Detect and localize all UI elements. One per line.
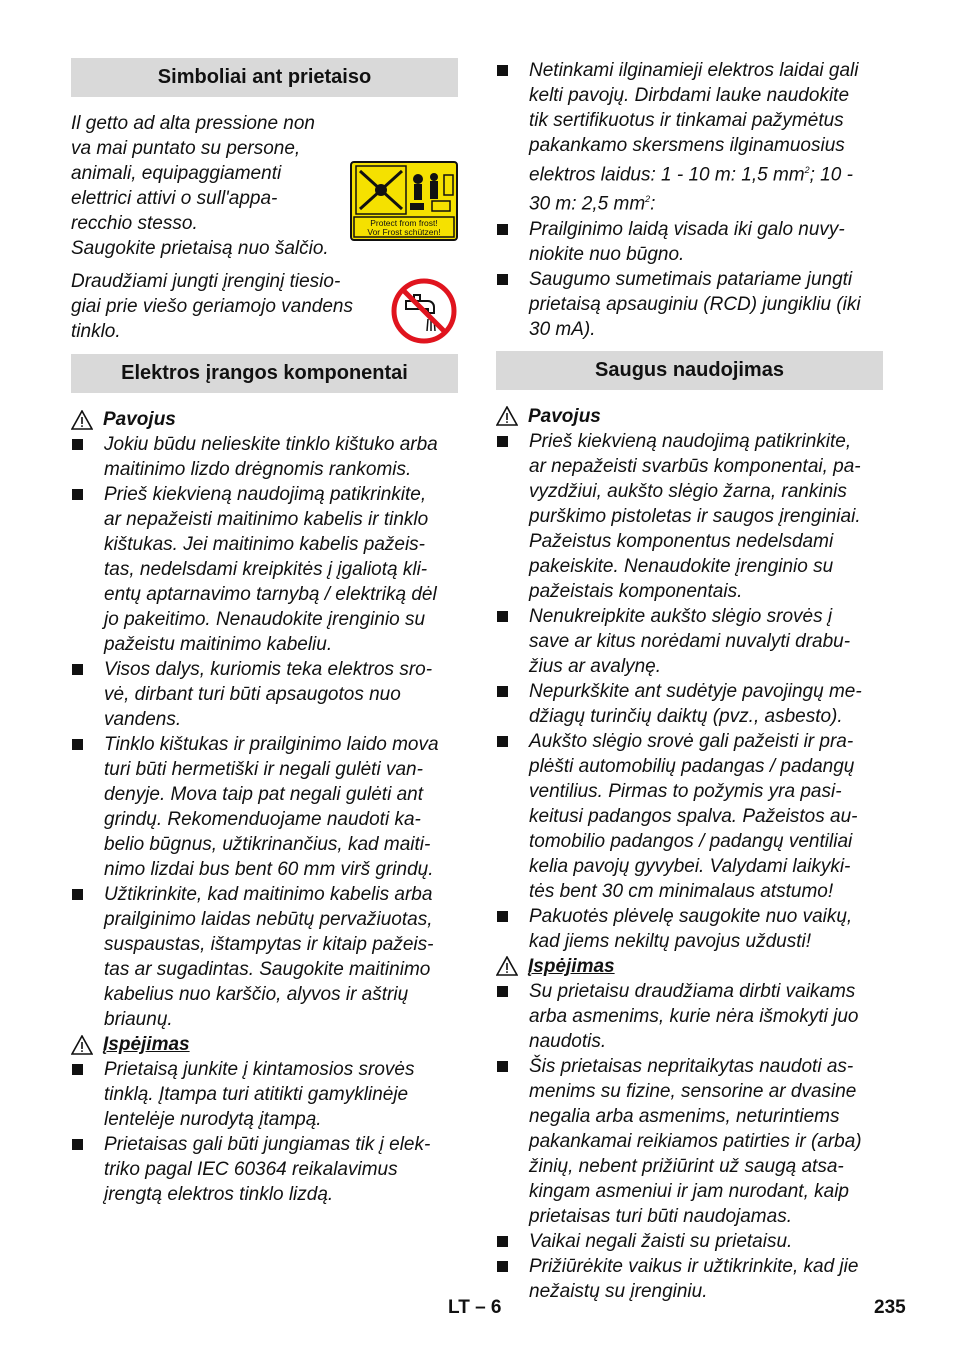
list-item [496, 1054, 883, 1229]
text-line: Jokiu būdu nelieskite tinklo kištuko arba [104, 434, 438, 455]
text-line: lentelėje nurodytą įtampą. [104, 1109, 322, 1130]
text-line: purškimo pistoletas ir saugos įrenginiai. [529, 505, 861, 527]
text-line: vė, dirbant turi būti apsaugotos nuo [104, 684, 401, 705]
text-line: tinklo. [71, 321, 121, 342]
list-item [496, 429, 883, 604]
warning-triangle-icon [71, 1035, 93, 1055]
list-item [71, 482, 458, 657]
warning-label: Įspėjimas [528, 955, 615, 977]
footer-section: LT – 6 [448, 1297, 502, 1318]
text-line: Tinklo kištukas ir prailginimo laido mova [104, 734, 439, 755]
section-title-electrical: Elektros įrangos komponentai [71, 354, 458, 393]
text-line: plėšti automobilių padangas / padangų [529, 755, 855, 777]
text-line: prietaisą apsauginiu (RCD) jungikliu (iki [529, 293, 861, 315]
danger-list [71, 432, 458, 1032]
warning-note [71, 1032, 458, 1057]
text-line: Nepurkškite ant sudėtyje pavojingų me- [529, 680, 862, 702]
text-line: tas, nedelsdami kreipkitės į įgaliotą kli- [104, 559, 428, 580]
list-item [496, 1229, 883, 1254]
left-column [71, 58, 458, 1207]
list-item [71, 657, 458, 732]
text-line: recchio stesso. [71, 213, 198, 234]
text-line: giai prie viešo geriamojo vandens [71, 296, 353, 317]
text-line: triko pagal IEC 60364 reikalavimus [104, 1159, 398, 1180]
list-item [496, 267, 883, 342]
text-line: prailginimo laidas nebūtų pervažiuotas, [104, 909, 433, 930]
text-line: džiagų turinčių daiktų (pvz., asbesto). [529, 705, 843, 727]
list-item [496, 679, 883, 729]
symbol-block-water [71, 269, 458, 344]
text-line: tas ar sugadintas. Saugokite maitinimo [104, 959, 431, 980]
text-line: kelti pavojų. Dirbdami lauke naudokite [529, 85, 850, 106]
text-line: pakeiskite. Nenaudokite įrenginio su [529, 555, 834, 577]
text-line: elettrici attivi o sull'appa- [71, 188, 278, 209]
text-line: Su prietaisu draudžiama dirbti vaikams [529, 980, 856, 1002]
text-line: žius ar avalynę. [529, 655, 662, 677]
warning-list [71, 1057, 458, 1207]
text-line: pakankamo skersmens ilginamuosius [529, 135, 845, 156]
text-line: keitusi padangos spalva. Pažeistos au- [529, 805, 858, 827]
text-line: kelia pavojų gyvybei. Valydami laikyki- [529, 855, 851, 877]
frost-label-de: Vor Frost schützen! [367, 227, 441, 237]
text-line: ar nepažeisti maitinimo kabelis ir tinklo [104, 509, 429, 530]
danger-note [496, 404, 883, 429]
list-item [496, 604, 883, 679]
text-line: Prietaisą junkite į kintamosios srovės [104, 1059, 415, 1080]
warning-list [496, 979, 883, 1304]
text-line: tomobilio padangos / padangų ventiliai [529, 830, 853, 852]
text-line: belio būgnus, užtikrinančius, kad maiti- [104, 834, 431, 855]
text-line: Prižiūrėkite vaikus ir užtikrinkite, kad jie [529, 1255, 859, 1277]
danger-label: Pavojus [103, 409, 176, 430]
text-line: Aukšto slėgio srovė gali pažeisti ir pra- [529, 730, 854, 752]
text-line: Prieš kiekvieną naudojimą patikrinkite, [104, 484, 427, 505]
text-line: menims su fizine, sensorine ar dvasine [529, 1080, 857, 1102]
text-line: kabelius nuo karščio, alyvos ir aštrių [104, 984, 409, 1005]
list-item [71, 882, 458, 1032]
list-item [496, 729, 883, 904]
section-title-safe-use: Saugus naudojimas [496, 351, 883, 390]
text-line: va mai puntato su persone, [71, 138, 301, 159]
text-line: ventilius. Pirmas to požymis yra pasi- [529, 780, 842, 802]
no-tap-water-icon [390, 277, 458, 345]
text-line: Vaikai negali žaisti su prietaisu. [529, 1230, 793, 1252]
text-line: naudotis. [529, 1030, 607, 1052]
text-line: Draudžiami jungti įrenginį tiesio- [71, 271, 341, 292]
text-line: Nenukreipkite aukšto slėgio srovės į [529, 605, 833, 627]
text-line: pakankamai reikiamos patirties ir (arba) [529, 1130, 862, 1152]
text-line: Prailginimo laidą visada iki galo nuvy- [529, 218, 845, 240]
text-line: turi būti hermetiški ir negali gulėti van- [104, 759, 423, 780]
list-item [496, 979, 883, 1054]
text-line: niokite nuo būgno. [529, 243, 685, 265]
text-line: arba asmenims, kurie nėra išmokyti juo [529, 1005, 859, 1027]
text-line: denyje. Mova taip pat negali gulėti ant [104, 784, 423, 805]
list-item [496, 1254, 883, 1304]
warning-triangle-icon [496, 956, 518, 976]
text-line: tik sertifikuotus ir tinkamai pažymėtus [529, 110, 844, 131]
danger-label: Pavojus [528, 405, 601, 427]
text-line: nežaistų su įrenginiu. [529, 1280, 708, 1302]
text-line: Šis prietaisas nepritaikytas naudoti as- [529, 1055, 854, 1077]
text-line: vandens. [104, 709, 182, 730]
right-column [496, 58, 883, 1304]
text-line: jo pakeitimo. Nenaudokite įrenginio su [104, 609, 426, 630]
text-line: save ar kitus norėdami nuvalyti drabu- [529, 630, 851, 652]
warning-note [496, 954, 883, 979]
warning-triangle-icon [71, 410, 93, 430]
frost-label-en: Protect from frost! [370, 218, 438, 228]
cable-list [496, 58, 883, 217]
warning-sticker-icon [350, 161, 458, 241]
section-title-symbols: Simboliai ant prietaiso [71, 58, 458, 97]
warning-label: Įspėjimas [103, 1034, 190, 1055]
text-line: žinių, nebent prižiūrint už saugą atsa- [529, 1155, 844, 1177]
frost-text: Saugokite prietaisą nuo šalčio. [71, 238, 329, 259]
text-line: kad jiems nekiltų pavojus uždusti! [529, 930, 811, 952]
text-line: maitinimo lizdo drėgnomis rankomis. [104, 459, 412, 480]
text-line: Prieš kiekvieną naudojimą patikrinkite, [529, 430, 852, 452]
list-item: Netinkami ilginamieji elektros laidai gali kelti pavojų. Dirbdami lauke naudokite tik sertifikuotus ir tinkamai pažymėtus pakankamo skersmens ilginamuosius elektros laidus: 1 - 10 m: 1,5 $mm^2$; 10 - 30 m: 2,5 $mm^2$: [496, 58, 883, 217]
text-line: Visos dalys, kuriomis teka elektros sro- [104, 659, 433, 680]
list-item [496, 904, 883, 954]
text-line: Prietaisas gali būti jungiamas tik į elek- [104, 1134, 431, 1155]
page-number: 235 [874, 1297, 906, 1318]
list-item [71, 732, 458, 882]
danger-note [71, 407, 458, 432]
text-line: entų aptarnavimo tarnybą / elektriką dėl [104, 584, 437, 605]
text-line: tinklą. Įtampa turi atitikti gamyklinėje [104, 1084, 409, 1105]
text-line: kištukas. Jei maitinimo kabelis pažeis- [104, 534, 426, 555]
text-line: grindų. Rekomenduojame naudoti ka- [104, 809, 421, 830]
text-line: vyzdžiui, aukšto slėgio žarna, rankinis [529, 480, 847, 502]
symbol-block-highpressure [71, 111, 458, 261]
text-line: negalia arba asmenims, neturintiems [529, 1105, 840, 1127]
danger-list [496, 429, 883, 954]
text-line: ar nepažeisti svarbūs komponentai, pa- [529, 455, 861, 477]
text-line: Pažeistus komponentus nedelsdami [529, 530, 834, 552]
text-line: Užtikrinkite, kad maitinimo kabelis arba [104, 884, 433, 905]
text-line: nimo lizdai bus bent 60 mm virš grindų. [104, 859, 434, 880]
text-line: pažeistais komponentais. [529, 580, 743, 602]
text-line: suspaustas, ištampytas ir kitaip pažeis- [104, 934, 434, 955]
text-line: tės bent 30 cm minimalaus atstumo! [529, 880, 834, 902]
text-line: Saugumo sumetimais patariame jungti [529, 268, 853, 290]
text-line: Il getto ad alta pressione non [71, 113, 316, 134]
list-item [71, 432, 458, 482]
list-item [71, 1057, 458, 1132]
extension-list [496, 217, 883, 342]
text-line: Netinkami ilginamieji elektros laidai gali [529, 60, 859, 81]
text-line: pažeistu maitinimo kabeliu. [104, 634, 333, 655]
warning-triangle-icon [496, 406, 518, 426]
text-line: prietaisas turi būti naudojamas. [529, 1205, 792, 1227]
list-item [496, 217, 883, 267]
text-line: kingam asmeniui ir jam nurodant, kaip [529, 1180, 849, 1202]
text-line: animali, equipaggiamenti [71, 163, 282, 184]
text-line: Pakuotės plėvelę saugokite nuo vaikų, [529, 905, 853, 927]
list-item [71, 1132, 458, 1207]
text-line: 30 mA). [529, 318, 596, 340]
text-line: įrengtą elektros tinklo lizdą. [104, 1184, 334, 1205]
text-line: briaunų. [104, 1009, 173, 1030]
